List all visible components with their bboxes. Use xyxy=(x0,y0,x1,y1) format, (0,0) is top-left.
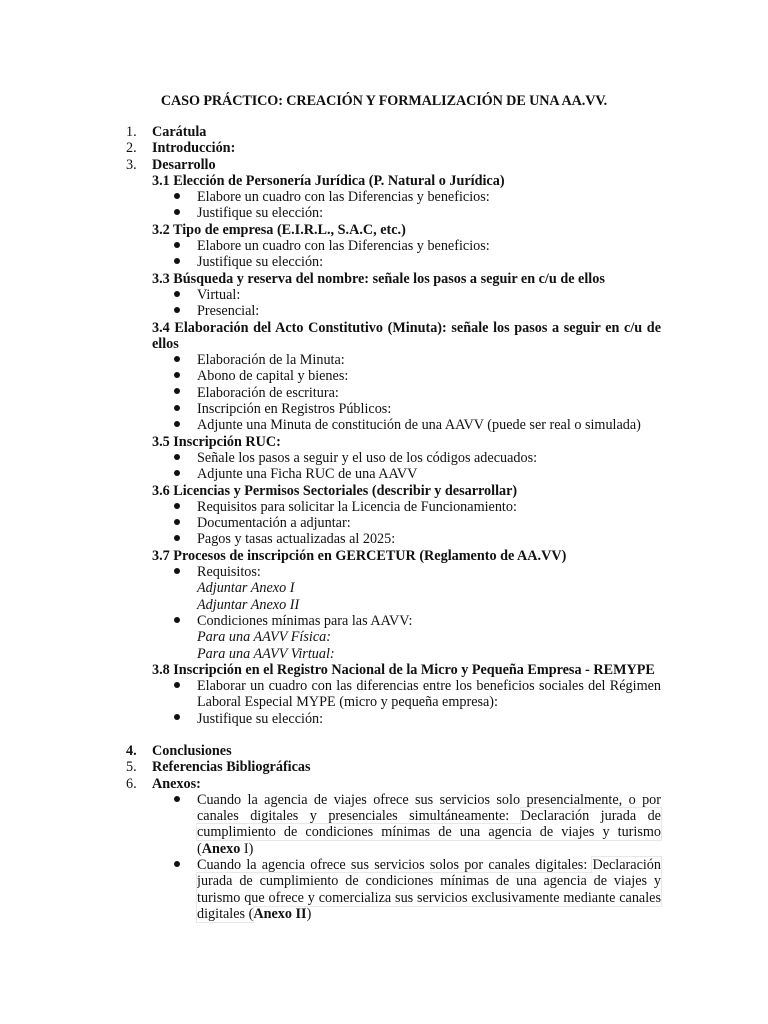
bullet-icon xyxy=(152,499,197,515)
list-item-3 xyxy=(118,157,661,173)
anexos-bullets xyxy=(118,792,661,922)
bullet-icon xyxy=(152,352,197,368)
section-3-2-bullets xyxy=(118,238,661,271)
section-3-8 xyxy=(118,662,661,678)
item-number: 3. xyxy=(126,156,137,173)
bullet-icon xyxy=(152,466,197,482)
section-3-3 xyxy=(118,271,661,287)
section-heading: 3.7 Procesos de inscripción en GERCETUR (Reglamento de AA.VV) xyxy=(152,547,567,564)
bullet-item: Señale los pasos a seguir y el uso de los códigos adecuados: xyxy=(152,450,661,466)
item-label: Conclusiones xyxy=(152,742,232,759)
section-3-2 xyxy=(118,222,661,238)
bullet-icon xyxy=(152,303,197,319)
bullet-icon xyxy=(152,613,197,629)
bullet-item: Justifique su elección: xyxy=(152,205,661,221)
section-3-6 xyxy=(118,483,661,499)
bullet-icon xyxy=(152,287,197,303)
sub-note: Adjuntar Anexo II xyxy=(197,596,300,613)
bullet-icon xyxy=(152,417,197,433)
section-heading: 3.8 Inscripción en el Registro Nacional de la Micro y Pequeña Empresa - REMYPE xyxy=(152,661,655,678)
section-3-1-bullets xyxy=(118,189,661,222)
bullet-icon xyxy=(152,238,197,254)
item-number: 6. xyxy=(126,775,137,792)
anexo-2-text: Cuando la agencia ofrece sus servicios solos por canales digitales: Declaración jurada de cumplimiento de condiciones mínimas de una agencia de viajes y turismo que ofrece y comercializa sus servicios exclusivamente mediante canales digitales (Anexo II) xyxy=(197,857,661,922)
bullet-icon xyxy=(152,792,197,808)
list-item-1 xyxy=(118,124,661,140)
bullet-item: Elabore un cuadro con las Diferencias y beneficios: xyxy=(152,189,661,205)
sub-note: Para una AAVV Virtual: xyxy=(197,645,335,662)
bullet-item: Virtual: xyxy=(152,287,661,303)
bullet-item: Elaborar un cuadro con las diferencias entre los beneficios sociales del Régimen Laboral Especial MYPE (micro y pequeña empresa): xyxy=(152,678,661,711)
list-item-6 xyxy=(118,776,661,792)
item-label: Desarrollo xyxy=(152,156,216,173)
section-heading: 3.3 Búsqueda y reserva del nombre: señale los pasos a seguir en c/u de ellos xyxy=(152,270,605,287)
section-3-4 xyxy=(118,320,661,353)
item-label: Anexos: xyxy=(152,775,201,792)
section-3-1 xyxy=(118,173,661,189)
section-3-6-bullets xyxy=(118,499,661,548)
bullet-item: Adjunte una Minuta de constitución de una AAVV (puede ser real o simulada) xyxy=(152,417,661,433)
bullet-item: Adjunte una Ficha RUC de una AAVV xyxy=(152,466,661,482)
bullet-item: Elabore un cuadro con las Diferencias y beneficios: xyxy=(152,238,661,254)
bullet-item: Requisitos: xyxy=(152,564,661,580)
bullet-item xyxy=(152,857,661,922)
section-3-7-bullets xyxy=(118,564,661,662)
bullet-icon xyxy=(152,711,197,727)
item-label: Carátula xyxy=(152,124,207,140)
section-3-4-bullets xyxy=(118,352,661,433)
sub-note: Para una AAVV Física: xyxy=(197,629,331,646)
spacer xyxy=(118,727,661,743)
section-3-7 xyxy=(118,548,661,564)
bullet-item: Justifique su elección: xyxy=(152,711,661,727)
bullet-icon xyxy=(152,368,197,384)
item-label: Referencias Bibliográficas xyxy=(152,759,311,776)
bullet-item: Condiciones mínimas para las AAVV: xyxy=(152,613,661,629)
bullet-item: Presencial: xyxy=(152,303,661,319)
section-3-5-bullets xyxy=(118,450,661,483)
section-heading: 3.6 Licencias y Permisos Sectoriales (describir y desarrollar) xyxy=(152,482,518,499)
bullet-icon xyxy=(152,401,197,417)
bullet-item: Requisitos para solicitar la Licencia de Funcionamiento: xyxy=(152,499,661,515)
section-3-5 xyxy=(118,434,661,450)
item-number: 4. xyxy=(126,742,137,759)
document-title: CASO PRÁCTICO: CREACIÓN Y FORMALIZACIÓN DE UNA AA.VV. xyxy=(160,93,608,109)
document-body xyxy=(118,124,661,922)
bullet-icon xyxy=(152,531,197,547)
section-heading: 3.5 Inscripción RUC: xyxy=(152,433,281,450)
bullet-icon xyxy=(152,189,197,205)
bullet-icon xyxy=(152,254,197,270)
bullet-icon xyxy=(152,205,197,221)
bullet-item: Abono de capital y bienes: xyxy=(152,368,661,384)
bullet-icon xyxy=(152,385,197,401)
list-item-2 xyxy=(118,140,661,156)
bullet-icon xyxy=(152,450,197,466)
section-3-8-bullets xyxy=(118,678,661,727)
bullet-item: Pagos y tasas actualizadas al 2025: xyxy=(152,531,661,547)
item-number: 1. xyxy=(126,124,137,140)
bullet-icon xyxy=(152,857,197,873)
list-item-5 xyxy=(118,759,661,775)
anexo-1-text: Cuando la agencia de viajes ofrece sus servicios solo presencialmente, o por canales digitales y presenciales simultáneamente: Declaración jurada de cumplimiento de condiciones mínimas de una agencia de viajes y turismo (Anexo I) xyxy=(197,791,661,857)
item-number: 2. xyxy=(126,140,137,157)
sub-note: Adjuntar Anexo I xyxy=(197,580,295,597)
bullet-item: Inscripción en Registros Públicos: xyxy=(152,401,661,417)
bullet-item: Elaboración de la Minuta: xyxy=(152,352,661,368)
bullet-icon xyxy=(152,564,197,580)
bullet-icon xyxy=(152,515,197,531)
bullet-item: Justifique su elección: xyxy=(152,254,661,270)
item-number: 5. xyxy=(126,759,137,776)
section-3-3-bullets xyxy=(118,287,661,320)
bullet-icon xyxy=(152,678,197,694)
section-heading: 3.4 Elaboración del Acto Constitutivo (Minuta): señale los pasos a seguir en c/u de ellos xyxy=(152,319,661,352)
bullet-item: Documentación a adjuntar: xyxy=(152,515,661,531)
list-item-4 xyxy=(118,743,661,759)
section-heading: 3.1 Elección de Personería Jurídica (P. Natural o Jurídica) xyxy=(152,172,505,189)
item-label: Introducción: xyxy=(152,140,236,157)
section-heading: 3.2 Tipo de empresa (E.I.R.L., S.A.C, etc.) xyxy=(152,221,406,238)
bullet-item xyxy=(152,792,661,857)
bullet-item: Elaboración de escritura: xyxy=(152,385,661,401)
